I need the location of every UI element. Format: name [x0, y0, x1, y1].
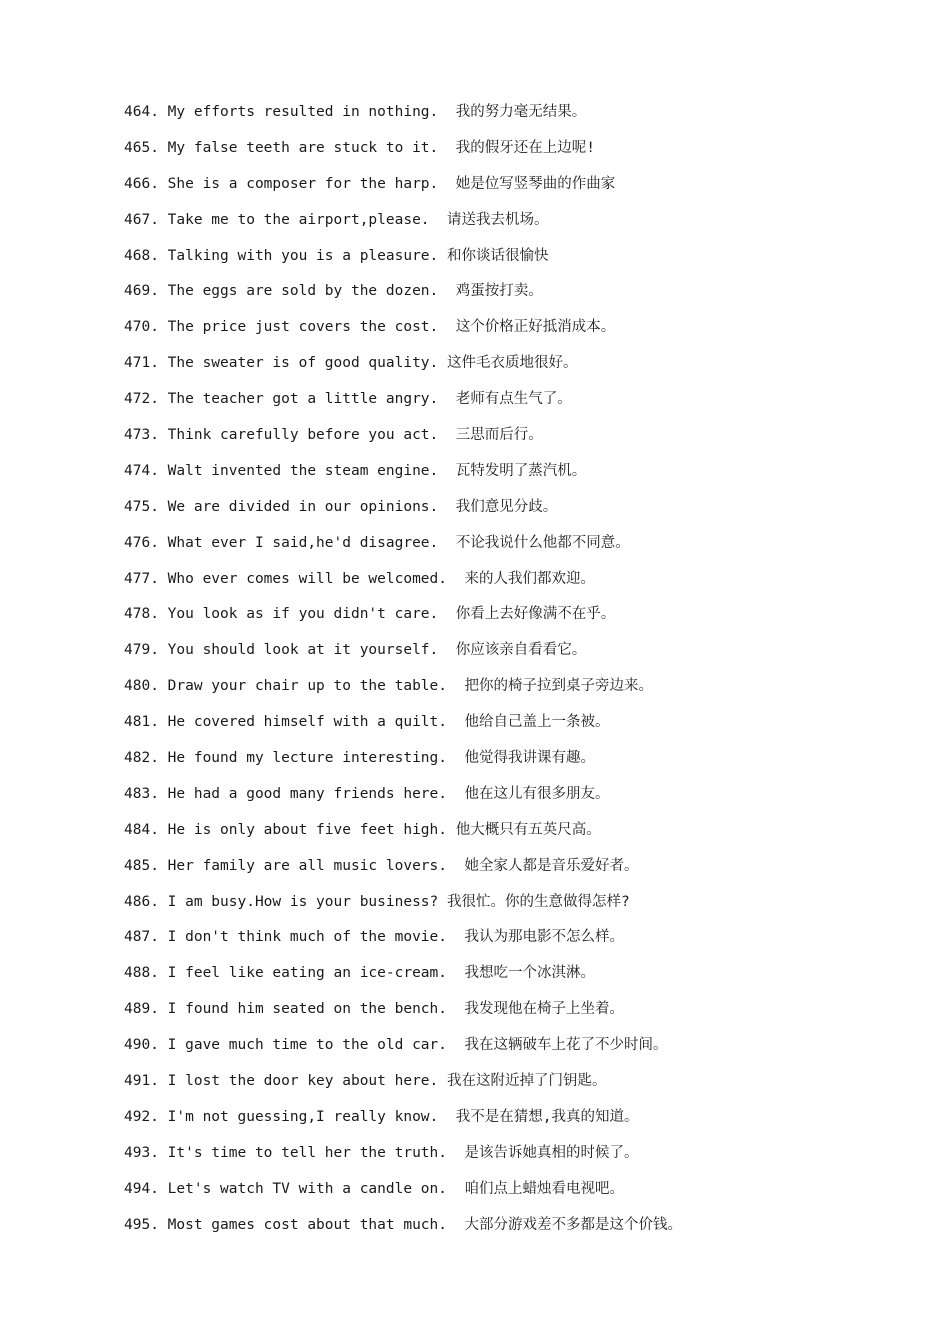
- sentence-line: 466. She is a composer for the harp. 她是位写竖琴曲的作曲家: [124, 175, 616, 192]
- sentence-line: 491. I lost the door key about here. 我在这附近掉了门钥匙。: [124, 1073, 607, 1090]
- sentence-line: 480. Draw your chair up to the table. 把你的椅子拉到桌子旁边来。: [124, 678, 653, 695]
- sentence-line: 478. You look as if you didn't care. 你看上去好像满不在乎。: [124, 606, 616, 623]
- sentence-line: 476. What ever I said,he'd disagree. 不论我说什么他都不同意。: [124, 534, 630, 551]
- sentence-line: 482. He found my lecture interesting. 他觉得我讲课有趣。: [124, 750, 595, 767]
- sentence-line: 479. You should look at it yourself. 你应该亲自看看它。: [124, 642, 587, 659]
- sentence-line: 490. I gave much time to the old car. 我在这辆破车上花了不少时间。: [124, 1037, 668, 1054]
- sentence-line: 467. Take me to the airport,please. 请送我去机场。: [124, 211, 549, 228]
- sentence-line: 492. I'm not guessing,I really know. 我不是在猜想,我真的知道。: [124, 1108, 639, 1125]
- sentence-list: [124, 99, 914, 1248]
- sentence-line: 464. My efforts resulted in nothing. 我的努力毫无结果。: [124, 104, 587, 120]
- sentence-line: 470. The price just covers the cost. 这个价格正好抵消成本。: [124, 319, 616, 336]
- sentence-line: 469. The eggs are sold by the dozen. 鸡蛋按打卖。: [124, 283, 543, 300]
- sentence-line: 473. Think carefully before you act. 三思而后行。: [124, 427, 543, 444]
- sentence-line: 472. The teacher got a little angry. 老师有点生气了。: [124, 391, 572, 408]
- sentence-line: 483. He had a good many friends here. 他在这儿有很多朋友。: [124, 785, 610, 802]
- sentence-line: 484. He is only about five feet high. 他大概只有五英尺高。: [124, 821, 601, 838]
- sentence-line: 474. Walt invented the steam engine. 瓦特发明了蒸汽机。: [124, 462, 587, 479]
- sentence-line: 475. We are divided in our opinions. 我们意见分歧。: [124, 498, 558, 515]
- sentence-line: 494. Let's watch TV with a candle on. 咱们点上蜡烛看电视吧。: [124, 1180, 624, 1197]
- sentence-line: 471. The sweater is of good quality. 这件毛衣质地很好。: [124, 355, 578, 372]
- sentence-line: 493. It's time to tell her the truth. 是该告诉她真相的时候了。: [124, 1144, 639, 1161]
- sentence-line: 489. I found him seated on the bench. 我发现他在椅子上坐着。: [124, 1001, 624, 1018]
- sentence-line: 495. Most games cost about that much. 大部分游戏差不多都是这个价钱。: [124, 1216, 682, 1233]
- sentence-line: 485. Her family are all music lovers. 她全家人都是音乐爱好者。: [124, 857, 639, 874]
- sentence-line: 468. Talking with you is a pleasure. 和你谈话很愉快: [124, 247, 549, 264]
- sentence-line: 487. I don't think much of the movie. 我认为那电影不怎么样。: [124, 929, 624, 946]
- sentence-line: 477. Who ever comes will be welcomed. 来的人我们都欢迎。: [124, 570, 595, 587]
- sentence-line: 465. My false teeth are stuck to it. 我的假牙还在上边呢!: [124, 139, 595, 156]
- sentence-line: 488. I feel like eating an ice-cream. 我想吃一个冰淇淋。: [124, 965, 595, 982]
- sentence-line: 486. I am busy.How is your business? 我很忙。你的生意做得怎样?: [124, 893, 630, 910]
- sentence-line: 481. He covered himself with a quilt. 他给自己盖上一条被。: [124, 714, 610, 731]
